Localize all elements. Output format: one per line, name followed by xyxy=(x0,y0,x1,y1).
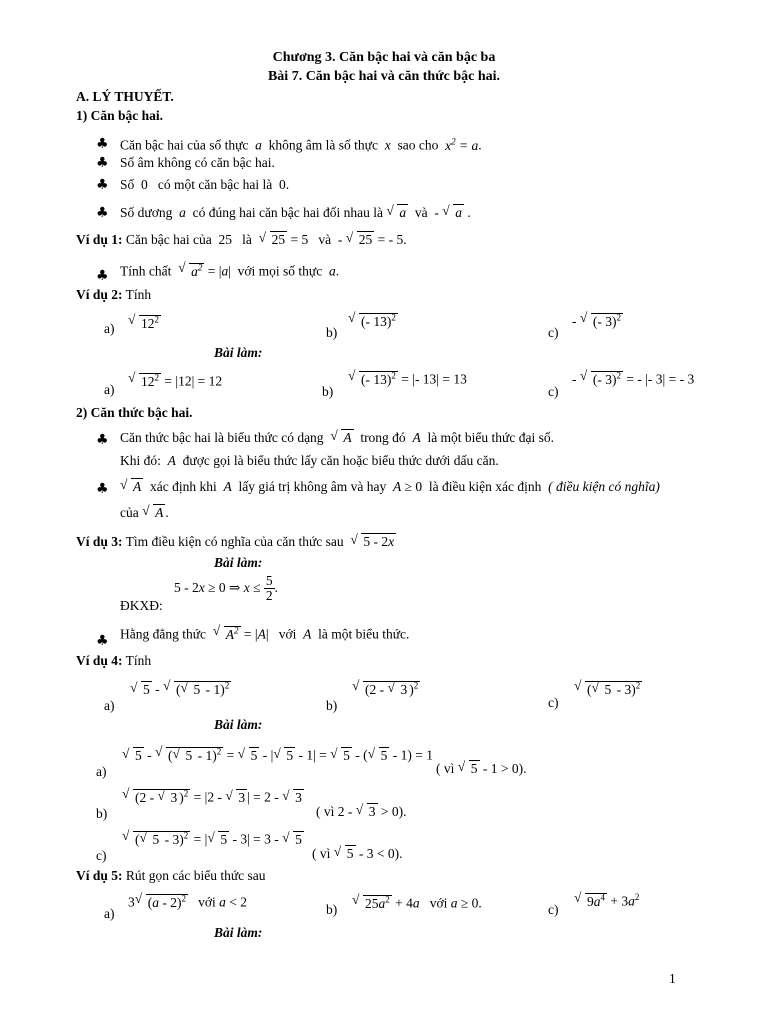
ex4-b-reason: ( vì 2 - √ 3 > 0). xyxy=(316,804,406,820)
chapter-title: Chương 3. Căn bậc hai và căn bậc ba xyxy=(272,50,496,65)
bullet-negative: Số âm không có căn bậc hai. xyxy=(120,155,275,170)
ex5-b: √ $25a^2 + 4a$ với a ≥ 0. xyxy=(352,894,482,911)
lesson-title: Bài 7. Căn bậc hai và căn thức bậc hai. xyxy=(267,69,501,84)
bullet-positive: Số dương a có đúng hai căn bậc hai đối nhau là √ a và - √ a . xyxy=(120,205,471,221)
ex5-a: 3√ (a - 2)$^2$ với a < 2 xyxy=(128,893,247,910)
club-bullet-icon: ♣ xyxy=(96,268,109,284)
label-c: c) xyxy=(548,325,559,340)
ex2-b-solution: √ (- 13)$^2$ = |- 13| = 13 xyxy=(348,370,467,387)
bullet-condition-2: của √ A . xyxy=(120,505,169,521)
example-1: Ví dụ 1: Căn bậc hai của 25 là √ 25 = 5 và - √ 25 = - 5. xyxy=(76,232,407,248)
section-1-heading: 1) Căn bậc hai. xyxy=(76,108,164,123)
bullet-radical-def-2: Khi đó: A được gọi là biểu thức lấy căn hoặc biểu thức dưới dấu căn. xyxy=(120,453,499,468)
solution-heading: Bài làm: xyxy=(214,925,263,940)
club-bullet-icon: ♣ xyxy=(96,205,109,221)
solution-heading: Bài làm: xyxy=(214,345,263,360)
bullet-zero: Số 0 có một căn bậc hai là 0. xyxy=(120,177,290,192)
example-3: Ví dụ 3: Tìm điều kiện có nghĩa của căn thức sau √ 5 - 2x xyxy=(76,534,396,550)
label-a: a) xyxy=(104,321,115,336)
label-c: c) xyxy=(548,695,559,710)
bullet-condition: √ A xác định khi A lấy giá trị không âm và hay A ≥ 0 là điều kiện xác định ( điều kiện có nghĩa) xyxy=(120,479,660,495)
club-bullet-icon: ♣ xyxy=(96,136,109,152)
club-bullet-icon: ♣ xyxy=(96,155,109,171)
section-a-heading: A. LÝ THUYẾT. xyxy=(76,89,174,104)
example-4: Ví dụ 4: Tính xyxy=(76,653,152,668)
label-a: a) xyxy=(104,698,115,713)
bullet-radical-def: Căn thức bậc hai là biểu thức có dạng √ A trong đó A là một biểu thức đại số. xyxy=(120,430,554,446)
label-b: b) xyxy=(326,325,338,340)
club-bullet-icon: ♣ xyxy=(96,481,109,497)
ex4-c-reason: ( vì √ 5 - 3 < 0). xyxy=(312,846,402,862)
solution-heading: Bài làm: xyxy=(214,555,263,570)
label-a: a) xyxy=(104,906,115,921)
label-c: c) xyxy=(548,902,559,917)
ex2-c: - √ (- 3)$^2$ xyxy=(572,312,623,329)
ex4-b-solution: √ (2 - √ 3 )$^2$ = |2 - √ 3 | = 2 - √ 3 xyxy=(122,788,304,805)
ex4-a-solution: √ 5 - √ (√ 5 - 1)$^2$ = √ 5 - |√ 5 - 1| = √ 5 - (√ 5 - 1) = 1 xyxy=(122,746,433,763)
example-2: Ví dụ 2: Tính xyxy=(76,287,152,302)
dkxd-label: ĐKXĐ: xyxy=(120,598,163,613)
label-c: c) xyxy=(96,848,107,863)
ex5-c: √ $9a^4 + 3a^2$ xyxy=(574,892,639,909)
ex4-b: √ (2 - √ 3 )$^2$ xyxy=(352,680,420,697)
bullet-definition: Căn bậc hai của số thực a không âm là số thực x sao cho $x^2 = a$. xyxy=(120,136,482,153)
ex4-a-reason: ( vì √ 5 - 1 > 0). xyxy=(436,761,526,777)
label-a: a) xyxy=(104,382,115,397)
club-bullet-icon: ♣ xyxy=(96,177,109,193)
solution-heading: Bài làm: xyxy=(214,717,263,732)
label-b: b) xyxy=(326,698,338,713)
ex2-c-solution: - √ (- 3)$^2$ = - |- 3| = - 3 xyxy=(572,370,694,387)
bullet-identity: Hằng đẳng thức √ $A^2 = |A|$ với A là một biểu thức. xyxy=(120,625,409,642)
bullet-property: Tính chất √ $a^2 = |a|$ với mọi số thực a. xyxy=(120,262,339,279)
ex4-c: √ (√ 5 - 3)$^2$ xyxy=(574,680,642,697)
section-2-heading: 2) Căn thức bậc hai. xyxy=(76,405,193,420)
label-b: b) xyxy=(322,384,334,399)
example-5: Ví dụ 5: Rút gọn các biểu thức sau xyxy=(76,868,266,883)
ex2-b: √ (- 13)$^2$ xyxy=(348,312,398,329)
ex3-solution: 5 - 2x ≥ 0 ⇒ x ≤ $\frac{5}{2}$ . xyxy=(174,573,279,604)
label-a: a) xyxy=(96,764,107,779)
club-bullet-icon: ♣ xyxy=(96,633,109,649)
label-c: c) xyxy=(548,384,559,399)
page-number: 1 xyxy=(669,971,676,986)
ex4-c-solution: √ (√ 5 - 3)$^2$ = |√ 5 - 3| = 3 - √ 5 xyxy=(122,830,304,847)
ex2-a: √ $12^2$ xyxy=(128,314,161,331)
club-bullet-icon: ♣ xyxy=(96,432,109,448)
ex2-a-solution: √ $12^2 = |12| = 12$ xyxy=(128,372,222,389)
label-b: b) xyxy=(96,806,108,821)
ex4-a: √ 5 - √ (√ 5 - 1)$^2$ xyxy=(130,680,231,697)
label-b: b) xyxy=(326,902,338,917)
